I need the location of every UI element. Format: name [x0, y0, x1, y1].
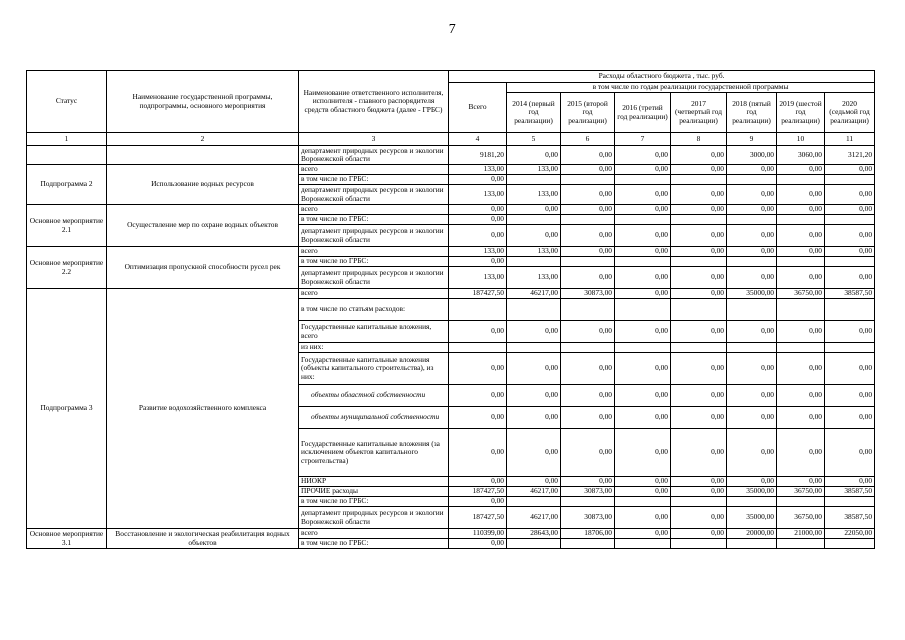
row-responsible: Государственные капитальные вложения (за исключением объектов капитального строительства): [299, 429, 449, 477]
cell-year-value: 0,00: [727, 225, 777, 247]
row-responsible: департамент природных ресурсов и экологии Воронежской области: [299, 507, 449, 529]
cell-total: 0,00: [449, 257, 507, 267]
cell-year-value: [727, 257, 777, 267]
cell-year-value: 35000,00: [727, 487, 777, 497]
row-status: [27, 146, 107, 165]
cell-year-value: 0,00: [825, 385, 875, 407]
cell-year-value: [777, 257, 825, 267]
cell-year-value: 0,00: [561, 247, 615, 257]
cell-year-value: 0,00: [777, 321, 825, 343]
row-responsible: в том числе по ГРБС:: [299, 539, 449, 549]
cell-total: 0,00: [449, 497, 507, 507]
cell-year-value: 0,00: [777, 165, 825, 175]
cell-year-value: 0,00: [671, 487, 727, 497]
cell-year-value: 0,00: [615, 146, 671, 165]
row-program-name: Восстановление и экологическая реабилитация водных объектов: [107, 529, 299, 549]
cell-year-value: 0,00: [777, 429, 825, 477]
cell-year-value: [561, 343, 615, 353]
row-program-name: Осуществление мер по охране водных объектов: [107, 205, 299, 247]
cell-year-value: 0,00: [615, 407, 671, 429]
cell-year-value: 0,00: [777, 267, 825, 289]
cell-year-value: 0,00: [507, 407, 561, 429]
row-status: Основное мероприятие 2.1: [27, 205, 107, 247]
row-responsible: департамент природных ресурсов и экологии Воронежской области: [299, 185, 449, 205]
cell-year-value: 0,00: [825, 165, 875, 175]
cell-year-value: [507, 497, 561, 507]
row-responsible: объекты муниципальной собственности: [299, 407, 449, 429]
cell-year-value: 0,00: [777, 385, 825, 407]
table-row: [27, 247, 875, 257]
cell-year-value: 30873,00: [561, 487, 615, 497]
header-responsible: Наименование ответственного исполнителя, исполнителя - главного распорядителя средств областного бюджета (далее - ГРБС): [299, 71, 449, 133]
column-index: 10: [777, 133, 825, 146]
cell-year-value: [615, 497, 671, 507]
cell-year-value: 0,00: [615, 487, 671, 497]
row-status: Подпрограмма 2: [27, 165, 107, 205]
header-year-2017: 2017 (четвертый год реализации): [671, 93, 727, 133]
row-responsible: Государственные капитальные вложения, всего: [299, 321, 449, 343]
row-responsible: в том числе по ГРБС:: [299, 215, 449, 225]
cell-year-value: 0,00: [671, 267, 727, 289]
cell-year-value: [671, 539, 727, 549]
row-program-name: Оптимизация пропускной способности русел рек: [107, 247, 299, 289]
cell-year-value: 0,00: [671, 289, 727, 299]
cell-year-value: 0,00: [825, 477, 875, 487]
cell-year-value: 0,00: [561, 407, 615, 429]
cell-year-value: [825, 257, 875, 267]
column-index: 5: [507, 133, 561, 146]
header-status: Статус: [27, 71, 107, 133]
cell-year-value: 0,00: [671, 146, 727, 165]
cell-year-value: 0,00: [727, 165, 777, 175]
cell-year-value: 0,00: [777, 353, 825, 385]
cell-year-value: 0,00: [777, 477, 825, 487]
row-responsible: департамент природных ресурсов и экологии Воронежской области: [299, 225, 449, 247]
cell-total: 187427,50: [449, 487, 507, 497]
cell-year-value: 133,00: [507, 165, 561, 175]
cell-year-value: 38587,50: [825, 487, 875, 497]
cell-total: 187427,50: [449, 289, 507, 299]
cell-year-value: 0,00: [727, 247, 777, 257]
row-responsible: всего: [299, 247, 449, 257]
cell-year-value: 46217,00: [507, 507, 561, 529]
column-index: 1: [27, 133, 107, 146]
cell-year-value: 0,00: [777, 247, 825, 257]
cell-total: 0,00: [449, 353, 507, 385]
cell-year-value: [671, 497, 727, 507]
cell-year-value: 0,00: [671, 407, 727, 429]
cell-year-value: [777, 299, 825, 321]
cell-year-value: 0,00: [727, 477, 777, 487]
cell-year-value: [825, 299, 875, 321]
cell-year-value: 0,00: [507, 321, 561, 343]
header-expenses: Расходы областного бюджета , тыс. руб.: [449, 71, 875, 83]
header-by-years: в том числе по годам реализации государственной программы: [507, 83, 875, 93]
cell-year-value: 0,00: [727, 407, 777, 429]
cell-year-value: 0,00: [777, 185, 825, 205]
cell-year-value: [825, 215, 875, 225]
cell-year-value: [507, 257, 561, 267]
cell-year-value: [507, 343, 561, 353]
cell-year-value: 0,00: [615, 529, 671, 539]
cell-total: 0,00: [449, 385, 507, 407]
header-year-2014: 2014 (первый год реализации): [507, 93, 561, 133]
row-responsible: Государственные капитальные вложения (объекты капитального строительства), из них:: [299, 353, 449, 385]
cell-year-value: 38587,50: [825, 507, 875, 529]
cell-year-value: 0,00: [727, 185, 777, 205]
cell-year-value: 0,00: [825, 185, 875, 205]
cell-year-value: 22050,00: [825, 529, 875, 539]
cell-year-value: [561, 299, 615, 321]
cell-year-value: 0,00: [825, 407, 875, 429]
cell-year-value: 35000,00: [727, 507, 777, 529]
header-year-2020: 2020 (седьмой год реализации): [825, 93, 875, 133]
cell-year-value: 36750,00: [777, 487, 825, 497]
cell-year-value: 36750,00: [777, 507, 825, 529]
cell-year-value: 18706,00: [561, 529, 615, 539]
cell-year-value: [561, 539, 615, 549]
row-status: Основное мероприятие 3.1: [27, 529, 107, 549]
cell-year-value: 0,00: [615, 267, 671, 289]
cell-total: 133,00: [449, 247, 507, 257]
row-status: Основное мероприятие 2.2: [27, 247, 107, 289]
cell-year-value: 0,00: [507, 353, 561, 385]
cell-year-value: 35000,00: [727, 289, 777, 299]
row-responsible: всего: [299, 165, 449, 175]
cell-year-value: [727, 343, 777, 353]
cell-year-value: 38587,50: [825, 289, 875, 299]
column-index: 9: [727, 133, 777, 146]
cell-total: 133,00: [449, 267, 507, 289]
cell-year-value: [507, 175, 561, 185]
cell-year-value: 46217,00: [507, 487, 561, 497]
cell-year-value: 0,00: [561, 185, 615, 205]
cell-year-value: 0,00: [671, 165, 727, 175]
cell-total: 0,00: [449, 225, 507, 247]
cell-total: 133,00: [449, 165, 507, 175]
cell-total: 0,00: [449, 539, 507, 549]
cell-year-value: 0,00: [615, 289, 671, 299]
cell-year-value: 0,00: [671, 429, 727, 477]
cell-year-value: 0,00: [825, 267, 875, 289]
cell-year-value: [561, 257, 615, 267]
cell-year-value: 133,00: [507, 247, 561, 257]
cell-total: 0,00: [449, 215, 507, 225]
cell-year-value: 0,00: [507, 225, 561, 247]
cell-year-value: [671, 343, 727, 353]
row-responsible: в том числе по ГРБС:: [299, 257, 449, 267]
cell-year-value: [777, 175, 825, 185]
cell-year-value: [825, 175, 875, 185]
column-index: 8: [671, 133, 727, 146]
cell-year-value: 0,00: [561, 146, 615, 165]
cell-year-value: [825, 343, 875, 353]
cell-year-value: [727, 175, 777, 185]
cell-year-value: [671, 175, 727, 185]
header-year-2016: 2016 (третий год реализации): [615, 93, 671, 133]
cell-year-value: 0,00: [615, 165, 671, 175]
cell-year-value: 0,00: [561, 429, 615, 477]
row-responsible: из них:: [299, 343, 449, 353]
cell-total: 187427,50: [449, 507, 507, 529]
row-responsible: в том числе по ГРБС:: [299, 175, 449, 185]
cell-year-value: 0,00: [615, 353, 671, 385]
column-index: 7: [615, 133, 671, 146]
row-responsible: в том числе по статьям расходов:: [299, 299, 449, 321]
cell-year-value: 0,00: [825, 429, 875, 477]
row-responsible: всего: [299, 529, 449, 539]
cell-year-value: 21000,00: [777, 529, 825, 539]
row-responsible: объекты областной собственности: [299, 385, 449, 407]
table-row: [27, 165, 875, 175]
cell-year-value: [507, 215, 561, 225]
table-body: [27, 146, 875, 549]
cell-year-value: [671, 299, 727, 321]
cell-year-value: [561, 175, 615, 185]
cell-year-value: 0,00: [671, 205, 727, 215]
column-index-row: [27, 133, 875, 146]
row-responsible: всего: [299, 289, 449, 299]
cell-year-value: 0,00: [671, 529, 727, 539]
cell-total: [449, 343, 507, 353]
cell-year-value: 36750,00: [777, 289, 825, 299]
column-index: 4: [449, 133, 507, 146]
cell-year-value: 0,00: [615, 385, 671, 407]
row-responsible: в том числе по ГРБС:: [299, 497, 449, 507]
header-year-2018: 2018 (пятый год реализации): [727, 93, 777, 133]
cell-year-value: [615, 257, 671, 267]
cell-year-value: 0,00: [727, 321, 777, 343]
cell-year-value: 0,00: [727, 205, 777, 215]
cell-year-value: [561, 215, 615, 225]
cell-year-value: [561, 497, 615, 507]
row-responsible: всего: [299, 205, 449, 215]
cell-year-value: 0,00: [561, 477, 615, 487]
row-responsible: департамент природных ресурсов и экологии Воронежской области: [299, 146, 449, 165]
header-name: Наименование государственной программы, подпрограммы, основного мероприятия: [107, 71, 299, 133]
cell-year-value: 30873,00: [561, 289, 615, 299]
cell-year-value: 0,00: [507, 146, 561, 165]
cell-year-value: 0,00: [671, 507, 727, 529]
page-number: 7: [448, 22, 457, 37]
row-responsible: департамент природных ресурсов и экологии Воронежской области: [299, 267, 449, 289]
header-total: Всего: [449, 83, 507, 133]
cell-year-value: 0,00: [727, 429, 777, 477]
cell-year-value: 0,00: [615, 321, 671, 343]
cell-year-value: 0,00: [727, 385, 777, 407]
cell-total: 133,00: [449, 185, 507, 205]
table-row: [27, 529, 875, 539]
cell-year-value: 0,00: [671, 185, 727, 205]
cell-year-value: 3000,00: [727, 146, 777, 165]
cell-year-value: 0,00: [615, 429, 671, 477]
cell-year-value: 30873,00: [561, 507, 615, 529]
cell-year-value: [777, 343, 825, 353]
row-responsible: НИОКР: [299, 477, 449, 487]
row-program-name: Использование водных ресурсов: [107, 165, 299, 205]
cell-year-value: [777, 215, 825, 225]
cell-year-value: [507, 299, 561, 321]
cell-total: 0,00: [449, 321, 507, 343]
cell-year-value: 0,00: [615, 507, 671, 529]
row-status: Подпрограмма 3: [27, 289, 107, 529]
cell-year-value: [615, 215, 671, 225]
cell-year-value: 0,00: [671, 321, 727, 343]
cell-year-value: 0,00: [507, 205, 561, 215]
cell-year-value: 28643,00: [507, 529, 561, 539]
column-index: 3: [299, 133, 449, 146]
cell-year-value: 0,00: [777, 225, 825, 247]
cell-year-value: [825, 497, 875, 507]
row-responsible: ПРОЧИЕ расходы: [299, 487, 449, 497]
column-index: 11: [825, 133, 875, 146]
cell-year-value: 0,00: [671, 247, 727, 257]
cell-year-value: 0,00: [615, 205, 671, 215]
cell-year-value: [615, 539, 671, 549]
table-row: [27, 289, 875, 299]
cell-year-value: [727, 539, 777, 549]
row-program-name: Развитие водохозяйственного комплекса: [107, 289, 299, 529]
cell-total: 9181,20: [449, 146, 507, 165]
cell-total: 0,00: [449, 175, 507, 185]
cell-year-value: 0,00: [615, 247, 671, 257]
header-year-2015: 2015 (второй год реализации): [561, 93, 615, 133]
cell-year-value: 0,00: [671, 353, 727, 385]
cell-year-value: 0,00: [825, 353, 875, 385]
cell-year-value: 0,00: [671, 385, 727, 407]
cell-year-value: 0,00: [727, 353, 777, 385]
cell-year-value: 20000,00: [727, 529, 777, 539]
cell-year-value: 133,00: [507, 185, 561, 205]
cell-year-value: 0,00: [615, 477, 671, 487]
cell-year-value: 0,00: [777, 205, 825, 215]
cell-year-value: [825, 539, 875, 549]
cell-year-value: 3060,00: [777, 146, 825, 165]
cell-year-value: 46217,00: [507, 289, 561, 299]
cell-year-value: 0,00: [825, 247, 875, 257]
cell-year-value: [727, 299, 777, 321]
cell-year-value: [615, 343, 671, 353]
cell-year-value: [507, 539, 561, 549]
cell-year-value: [671, 215, 727, 225]
cell-year-value: 3121,20: [825, 146, 875, 165]
column-index: 2: [107, 133, 299, 146]
cell-year-value: 0,00: [561, 321, 615, 343]
cell-total: [449, 299, 507, 321]
cell-total: 0,00: [449, 429, 507, 477]
cell-year-value: [777, 497, 825, 507]
cell-year-value: 0,00: [561, 353, 615, 385]
cell-year-value: 0,00: [507, 477, 561, 487]
cell-year-value: 0,00: [561, 385, 615, 407]
cell-year-value: 0,00: [561, 165, 615, 175]
cell-year-value: [727, 497, 777, 507]
cell-year-value: [727, 215, 777, 225]
cell-total: 110399,00: [449, 529, 507, 539]
cell-year-value: 0,00: [561, 267, 615, 289]
cell-year-value: 0,00: [507, 385, 561, 407]
cell-total: 0,00: [449, 407, 507, 429]
cell-year-value: 0,00: [671, 225, 727, 247]
cell-year-value: 0,00: [777, 407, 825, 429]
cell-year-value: 0,00: [671, 477, 727, 487]
cell-year-value: 0,00: [561, 205, 615, 215]
cell-year-value: 133,00: [507, 267, 561, 289]
cell-total: 0,00: [449, 205, 507, 215]
row-program-name: [107, 146, 299, 165]
table-row: [27, 205, 875, 215]
cell-year-value: 0,00: [727, 267, 777, 289]
cell-year-value: 0,00: [825, 205, 875, 215]
cell-year-value: 0,00: [561, 225, 615, 247]
cell-year-value: [777, 539, 825, 549]
cell-year-value: 0,00: [825, 225, 875, 247]
cell-year-value: 0,00: [615, 185, 671, 205]
cell-year-value: 0,00: [615, 225, 671, 247]
cell-year-value: 0,00: [825, 321, 875, 343]
budget-table: [26, 70, 875, 549]
cell-year-value: [615, 299, 671, 321]
cell-year-value: [671, 257, 727, 267]
cell-year-value: [615, 175, 671, 185]
table-row: [27, 146, 875, 165]
header-year-2019: 2019 (шестой год реализации): [777, 93, 825, 133]
column-index: 6: [561, 133, 615, 146]
cell-total: 0,00: [449, 477, 507, 487]
cell-year-value: 0,00: [507, 429, 561, 477]
